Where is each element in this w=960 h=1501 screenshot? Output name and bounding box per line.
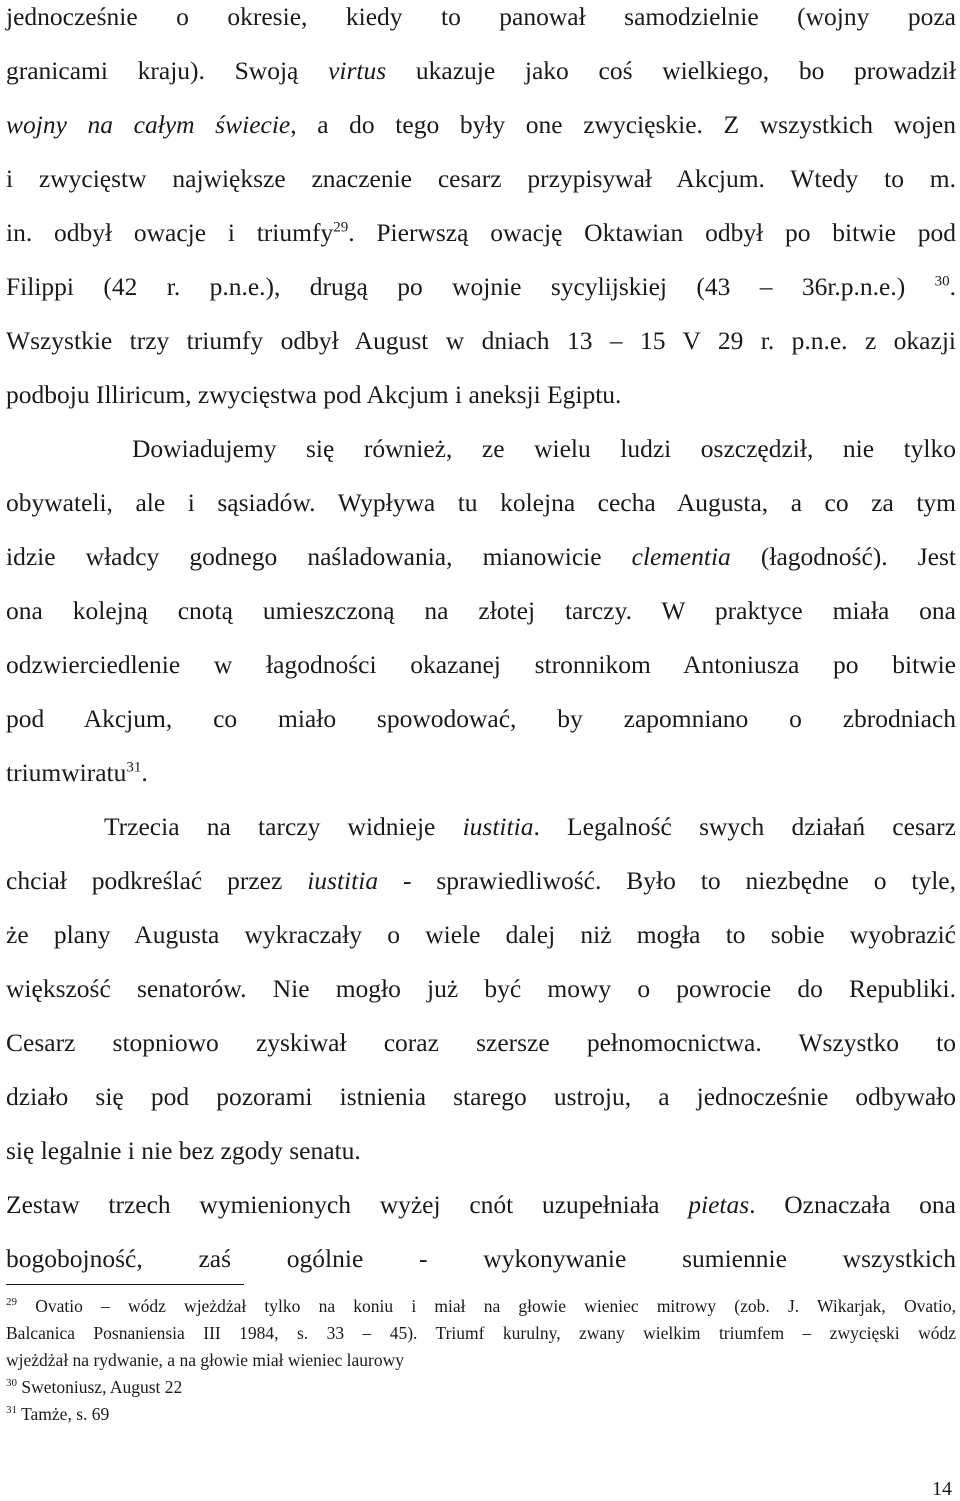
page-number: 14 <box>932 1478 952 1500</box>
body-line: bogobojność, zaś ogólnie - wykonywanie sumiennie wszystkich <box>6 1244 956 1273</box>
body-line: podboju Illiricum, zwycięstwa pod Akcjum i aneksji Egiptu. <box>6 380 622 409</box>
footnote-ref: 30 <box>934 273 950 290</box>
footnote-separator <box>6 1284 244 1285</box>
body-line: Wszystkie trzy triumfy odbył August w dniach 13 – 15 V 29 r. p.n.e. z okazji <box>6 326 956 355</box>
body-line: in. odbył owacje i triumfy$^{29}$. Pierwszą owację Oktawian odbył po bitwie pod <box>6 218 957 247</box>
body-line: Filippi (42 r. p.n.e.), drugą po wojnie sycylijskiej (43 – 36r.p.n.e.) $^{30}$. <box>6 272 956 301</box>
body-line: wojny na całym świecie, a do tego były one zwycięskie. Z wszystkich wojen <box>6 110 956 139</box>
body-line: Cesarz stopniowo zyskiwał coraz szersze pełnomocnictwa. Wszystko to <box>6 1028 956 1057</box>
body-line: ona kolejną cnotą umieszczoną na złotej tarczy. W praktyce miała ona <box>6 596 956 625</box>
footnote-ref: 31 <box>126 759 142 776</box>
body-line: chciał podkreślać przez iustitia - sprawiedliwość. Było to niezbędne o tyle, <box>6 866 956 895</box>
body-line: działo się pod pozorami istnienia starego ustroju, a jednocześnie odbywało <box>6 1082 956 1111</box>
body-line: obywateli, ale i sąsiadów. Wypływa tu kolejna cecha Augusta, a co za tym <box>6 488 956 517</box>
footnote-30: $^{30}$ Swetoniusz, August 22 <box>6 1377 183 1397</box>
body-line: większość senatorów. Nie mogło już być mowy o powrocie do Republiki. <box>6 974 956 1003</box>
body-line: triumwiratu$^{31}$. <box>6 758 148 787</box>
body-line: że plany Augusta wykraczały o wiele dalej niż mogła to sobie wyobrazić <box>6 920 956 949</box>
body-line: Dowiadujemy się również, ze wielu ludzi oszczędził, nie tylko <box>132 434 956 463</box>
body-line: się legalnie i nie bez zgody senatu. <box>6 1136 361 1165</box>
body-line: i zwycięstw największe znaczenie cesarz przypisywał Akcjum. Wtedy to m. <box>6 164 956 193</box>
body-line: pod Akcjum, co miało spowodować, by zapomniano o zbrodniach <box>6 704 956 733</box>
body-line: idzie władcy godnego naśladowania, mianowicie clementia (łagodność). Jest <box>6 542 956 571</box>
body-line: Trzecia na tarczy widnieje iustitia. Legalność swych działań cesarz <box>104 812 956 841</box>
footnote-29-cont: Balcanica Posnaniensia III 1984, s. 33 – 45). Triumf kurulny, zwany wielkim triumfem – zwycięski wódz <box>6 1323 956 1343</box>
footnote-29: $^{29}$ Ovatio – wódz wjeżdżał tylko na koniu i miał na głowie wieniec mitrowy (zob. J. Wikarjak, Ovatio, <box>6 1296 957 1316</box>
body-line: odzwierciedlenie w łagodności okazanej stronnikom Antoniusza po bitwie <box>6 650 956 679</box>
footnote-31: $^{31}$ Tamże, s. 69 <box>6 1404 110 1424</box>
footnote-ref: 29 <box>333 219 349 236</box>
footnote-29-cont: wjeżdżał na rydwanie, a na głowie miał wieniec laurowy <box>6 1350 404 1370</box>
body-line: jednocześnie o okresie, kiedy to panował samodzielnie (wojny poza <box>6 2 956 31</box>
body-line: Zestaw trzech wymienionych wyżej cnót uzupełniała pietas. Oznaczała ona <box>6 1190 956 1219</box>
body-line: granicami kraju). Swoją virtus ukazuje jako coś wielkiego, bo prowadził <box>6 56 957 85</box>
